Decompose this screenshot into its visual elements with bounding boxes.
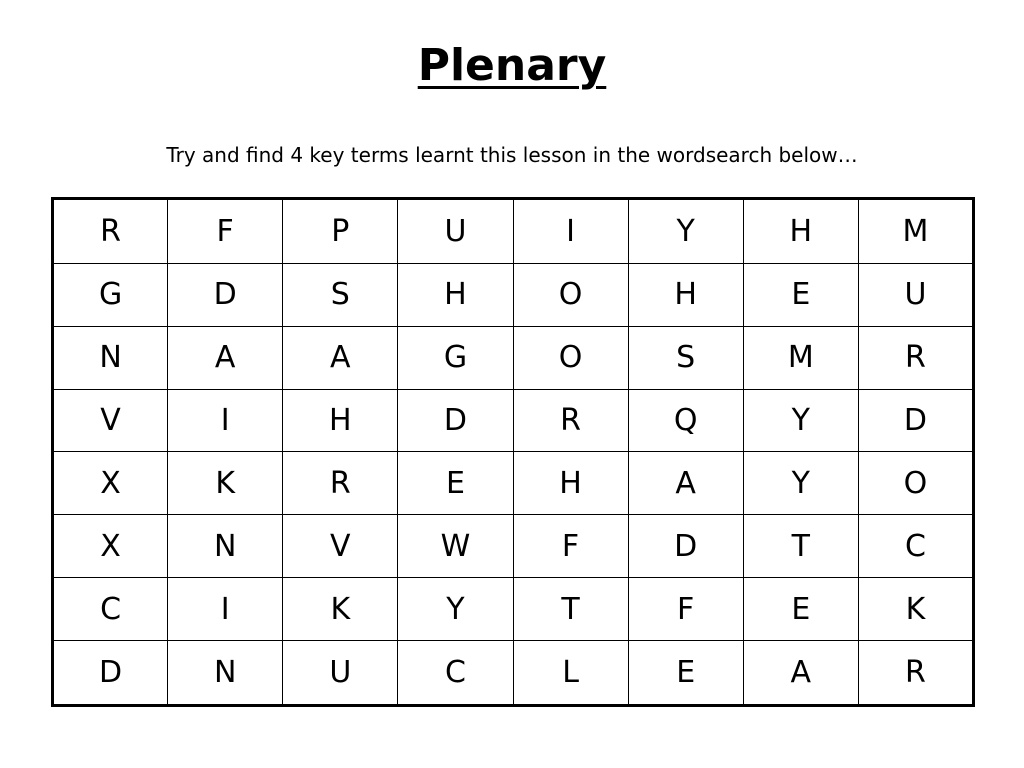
grid-cell[interactable]: N [53, 326, 168, 389]
grid-cell[interactable]: W [398, 515, 513, 578]
grid-row [53, 641, 974, 706]
grid-cell[interactable]: Y [743, 452, 858, 515]
grid-cell[interactable]: H [743, 199, 858, 264]
grid-row [53, 389, 974, 452]
grid-cell[interactable]: X [53, 515, 168, 578]
grid-cell[interactable]: N [168, 515, 283, 578]
grid-cell[interactable]: X [53, 452, 168, 515]
grid-row [53, 326, 974, 389]
grid-cell[interactable]: V [283, 515, 398, 578]
grid-cell[interactable]: D [858, 389, 973, 452]
grid-cell[interactable]: E [628, 641, 743, 706]
grid-row [53, 263, 974, 326]
grid-cell[interactable]: I [168, 578, 283, 641]
grid-cell[interactable]: D [53, 641, 168, 706]
grid-cell[interactable]: C [398, 641, 513, 706]
grid-cell[interactable]: U [858, 263, 973, 326]
grid-row [53, 515, 974, 578]
grid-cell[interactable]: F [628, 578, 743, 641]
grid-cell[interactable]: N [168, 641, 283, 706]
grid-row [53, 452, 974, 515]
grid-cell[interactable]: C [858, 515, 973, 578]
grid-cell[interactable]: V [53, 389, 168, 452]
grid-cell[interactable]: R [513, 389, 628, 452]
grid-cell[interactable]: D [628, 515, 743, 578]
grid-cell[interactable]: Q [628, 389, 743, 452]
grid-cell[interactable]: A [743, 641, 858, 706]
grid-cell[interactable]: R [53, 199, 168, 264]
grid-row [53, 578, 974, 641]
grid-cell[interactable]: S [628, 326, 743, 389]
grid-cell[interactable]: D [398, 389, 513, 452]
grid-cell[interactable]: H [628, 263, 743, 326]
grid-cell[interactable]: E [398, 452, 513, 515]
grid-cell[interactable]: Y [743, 389, 858, 452]
grid-cell[interactable]: D [168, 263, 283, 326]
page-title: Plenary [417, 40, 607, 91]
grid-cell[interactable]: O [513, 326, 628, 389]
grid-row [53, 199, 974, 264]
grid-cell[interactable]: E [743, 263, 858, 326]
grid-cell[interactable]: L [513, 641, 628, 706]
grid-cell[interactable]: A [168, 326, 283, 389]
grid-cell[interactable]: O [513, 263, 628, 326]
grid-cell[interactable]: S [283, 263, 398, 326]
grid-cell[interactable]: O [858, 452, 973, 515]
grid-cell[interactable]: A [283, 326, 398, 389]
grid-cell[interactable]: M [858, 199, 973, 264]
grid-cell[interactable]: P [283, 199, 398, 264]
grid-cell[interactable]: Y [628, 199, 743, 264]
grid-cell[interactable]: R [858, 326, 973, 389]
grid-cell[interactable]: I [168, 389, 283, 452]
grid-cell[interactable]: Y [398, 578, 513, 641]
grid-cell[interactable]: C [53, 578, 168, 641]
grid-cell[interactable]: E [743, 578, 858, 641]
grid-cell[interactable]: I [513, 199, 628, 264]
grid-cell[interactable]: H [283, 389, 398, 452]
grid-cell[interactable]: F [168, 199, 283, 264]
grid-cell[interactable]: F [513, 515, 628, 578]
grid-cell[interactable]: T [743, 515, 858, 578]
grid-cell[interactable]: U [283, 641, 398, 706]
instruction-text: Try and find 4 key terms learnt this lesson in the wordsearch below… [166, 143, 858, 167]
grid-cell[interactable]: H [513, 452, 628, 515]
grid-cell[interactable]: R [283, 452, 398, 515]
grid-cell[interactable]: M [743, 326, 858, 389]
grid-cell[interactable]: G [53, 263, 168, 326]
grid-cell[interactable]: T [513, 578, 628, 641]
grid-cell[interactable]: U [398, 199, 513, 264]
grid-cell[interactable]: G [398, 326, 513, 389]
grid-cell[interactable]: K [283, 578, 398, 641]
grid-cell[interactable]: K [168, 452, 283, 515]
grid-cell[interactable]: H [398, 263, 513, 326]
grid-cell[interactable]: R [858, 641, 973, 706]
grid-cell[interactable]: K [858, 578, 973, 641]
wordsearch-grid [51, 197, 975, 707]
grid-cell[interactable]: A [628, 452, 743, 515]
